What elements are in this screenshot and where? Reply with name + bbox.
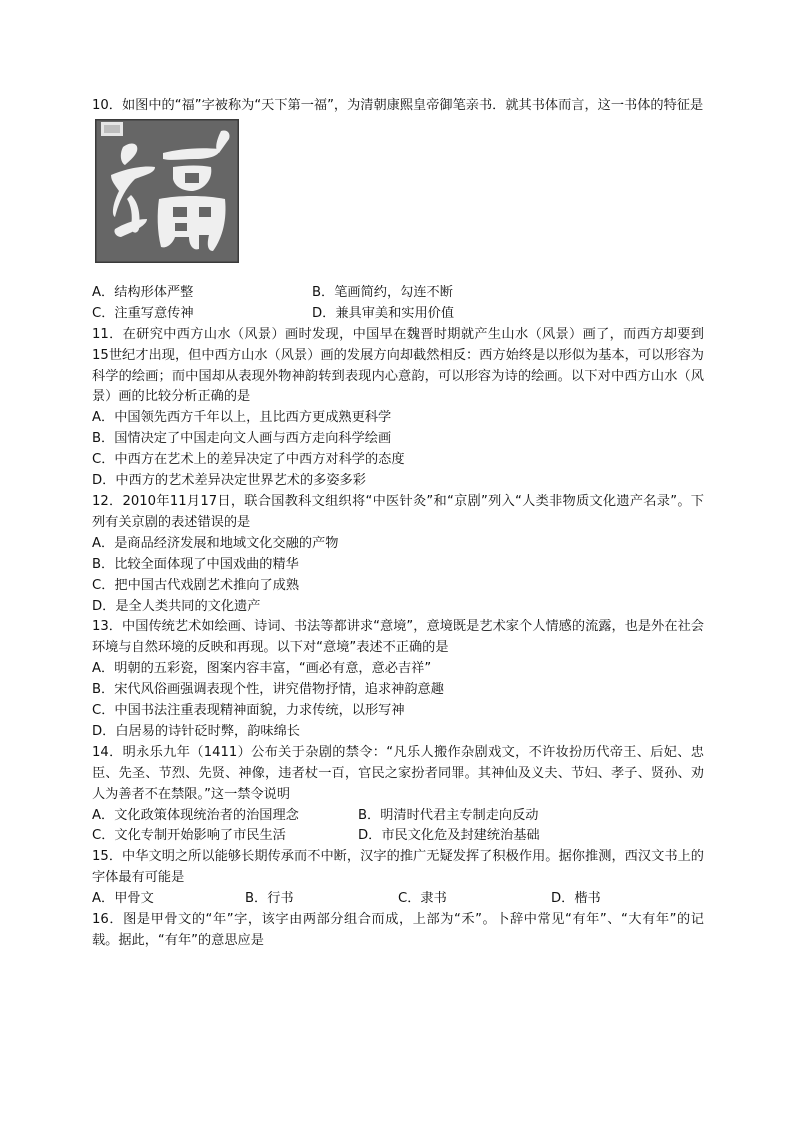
question-10-stem: 10．如图中的“福”字被称为“天下第一福”，为清朝康熙皇帝御笔亲书．就其书体而言，这一书体的特征是 xyxy=(92,98,704,113)
question-12-stem: 12．2010年11月17日，联合国教科文组织将“中医针灸”和“京剧”列入“人类非物质文化遗产名录”。下列有关京剧的表述错误的是 xyxy=(92,493,704,530)
question-15-option-a[interactable]: A．甲骨文 xyxy=(92,891,154,907)
question-11-option-d[interactable]: D．中西方的艺术差异决定世界艺术的多姿多彩 xyxy=(92,473,366,489)
question-13-option-b[interactable]: B．宋代风俗画强调表现个性，讲究借物抒情，追求神韵意趣 xyxy=(92,682,444,698)
question-12-option-a[interactable]: A．是商品经济发展和地域文化交融的产物 xyxy=(92,535,339,551)
question-14-stem: 14．明永乐九年（1411）公布关于杂剧的禁令：“凡乐人搬作杂剧戏文，不许妆扮历代帝王、后妃、忠臣、先圣、节烈、先贤、神像，违者杖一百，官民之家扮者同罪。其神仙及义夫、节妇、孝子、贤孙、劝人为善者不在禁限。”这一禁令说明 xyxy=(92,744,704,802)
question-10-option-d[interactable]: D．兼具审美和实用价值 xyxy=(312,305,455,321)
question-12-option-d[interactable]: D．是全人类共同的文化遗产 xyxy=(92,598,261,614)
question-15-options-row xyxy=(92,889,704,910)
question-11-option-a[interactable]: A．中国领先西方千年以上，且比西方更成熟更科学 xyxy=(92,410,392,426)
question-14-options-row-2 xyxy=(92,826,704,847)
question-10-option-a[interactable]: A．结构形体严整 xyxy=(92,284,194,300)
question-11-stem: 11．在研究中西方山水（风景）画时发现，中国早在魏晋时期就产生山水（风景）画了，而西方却要到15世纪才出现，但中西方山水（风景）画的发展方向却截然相反：西方始终是以形似为基本，可以形容为科学的绘画；而中国却从表现外物神韵转到表现内心意韵，可以形容为诗的绘画。以下对中西方山水（风景）画的比较分析正确的是 xyxy=(92,326,704,405)
fu-character-icon xyxy=(95,119,239,263)
question-13-option-c[interactable]: C．中国书法注重表现精神面貌，力求传统，以形写神 xyxy=(92,703,405,719)
question-15-option-c[interactable]: C．隶书 xyxy=(398,891,447,907)
fu-calligraphy-image xyxy=(95,119,239,263)
question-14-options-row-1 xyxy=(92,806,704,827)
question-15-option-b[interactable]: B．行书 xyxy=(245,891,294,907)
question-10-option-b[interactable]: B．笔画简约，勾连不断 xyxy=(312,284,453,300)
question-10-options-row-1 xyxy=(92,283,704,304)
exam-page xyxy=(92,96,704,952)
question-15-option-d[interactable]: D．楷书 xyxy=(551,891,601,907)
question-10-option-c[interactable]: C．注重写意传神 xyxy=(92,305,194,321)
question-15-stem: 15．中华文明之所以能够长期传承而不中断，汉字的推广无疑发挥了积极作用。据你推测，西汉文书上的字体最有可能是 xyxy=(92,849,704,886)
question-11-option-c[interactable]: C．中西方在艺术上的差异决定了中西方对科学的态度 xyxy=(92,452,405,468)
question-16-stem: 16．图是甲骨文的“年”字，该字由两部分组合而成，上部为“禾”。卜辞中常见“有年”、“大有年”的记载。据此，“有年”的意思应是 xyxy=(92,912,704,948)
question-13-option-a[interactable]: A．明朝的五彩瓷，图案内容丰富，“画必有意，意必吉祥” xyxy=(92,661,432,677)
question-13-option-d[interactable]: D．白居易的诗针砭时弊，韵味绵长 xyxy=(92,723,300,739)
question-12-option-b[interactable]: B．比较全面体现了中国戏曲的精华 xyxy=(92,556,299,572)
question-14-option-c[interactable]: C．文化专制开始影响了市民生活 xyxy=(92,828,286,844)
question-14-option-d[interactable]: D．市民文化危及封建统治基础 xyxy=(358,828,540,844)
question-12-option-c[interactable]: C．把中国古代戏剧艺术推向了成熟 xyxy=(92,577,300,593)
question-14-option-b[interactable]: B．明清时代君主专制走向反动 xyxy=(358,807,539,823)
question-11-option-b[interactable]: B．国情决定了中国走向文人画与西方走向科学绘画 xyxy=(92,431,392,447)
question-14-option-a[interactable]: A．文化政策体现统治者的治国理念 xyxy=(92,807,299,823)
question-10-options-row-2 xyxy=(92,304,704,325)
question-13-stem: 13．中国传统艺术如绘画、诗词、书法等都讲求“意境”，意境既是艺术家个人情感的流露，也是外在社会环境与自然环境的反映和再现。以下对“意境”表述不正确的是 xyxy=(92,619,704,656)
